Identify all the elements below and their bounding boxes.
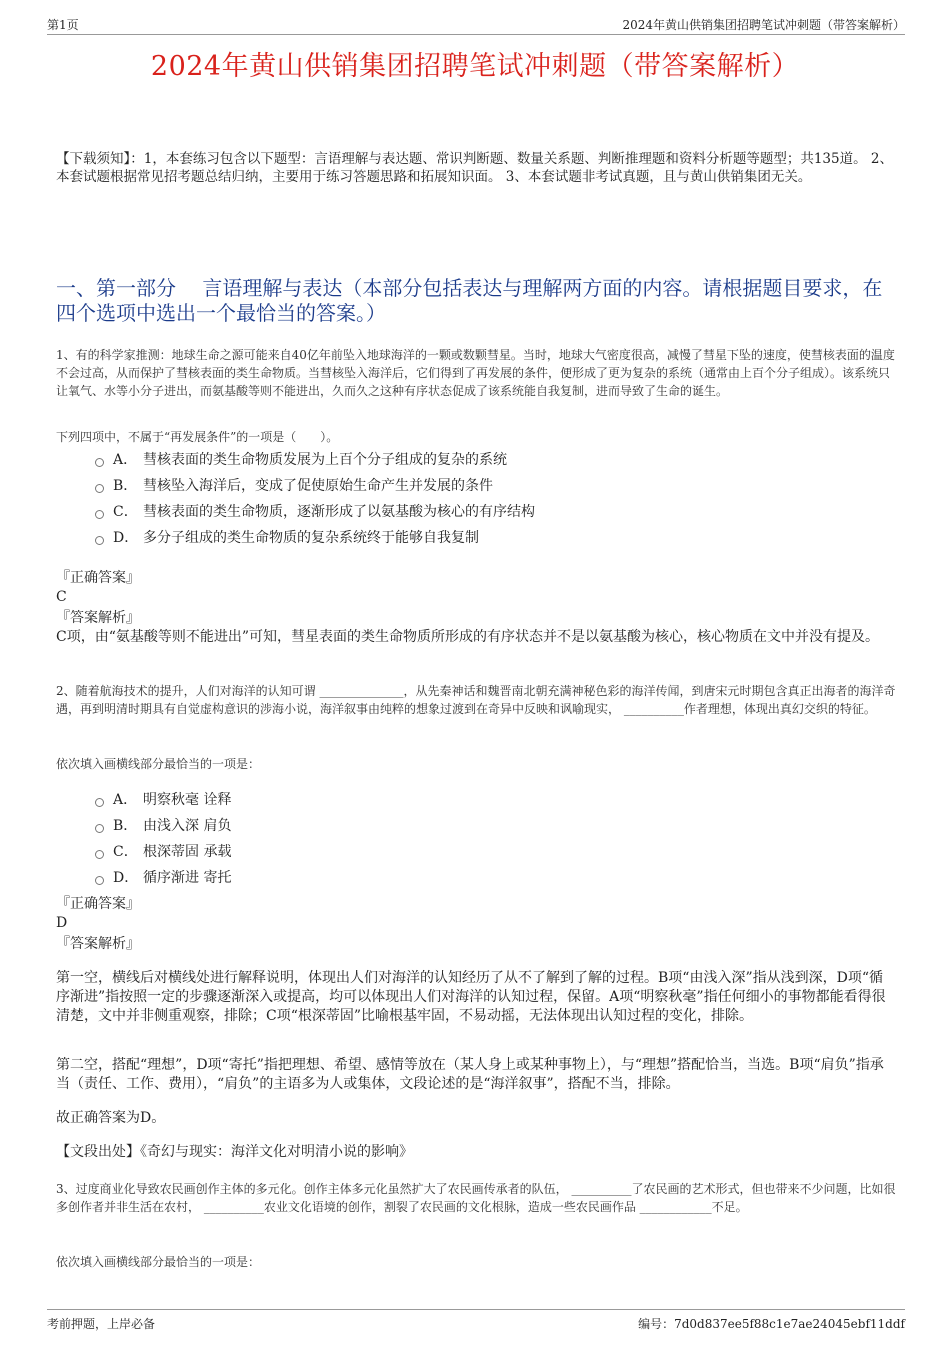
option-a[interactable]: A． 彗核表面的类生命物质发展为上百个分子组成的复杂的系统 [95,446,895,472]
question-2-analysis-conclusion: 故正确答案为D。 [56,1110,166,1126]
radio-button[interactable] [95,876,104,885]
radio-button[interactable] [95,484,104,493]
page-header [47,14,905,35]
section-heading: 一、第一部分 言语理解与表达（本部分包括表达与理解两方面的内容。请根据题目要求，在四个选项中选出一个最恰当的答案。） [56,276,883,325]
question-1-answer: C [56,589,67,605]
document-title: 2024年黄山供销集团招聘笔试冲刺题（带答案解析） [150,51,800,82]
question-3-prompt: 依次填入画横线部分最恰当的一项是： [56,1255,261,1269]
option-a[interactable]: A． 明察秋毫 诠释 [95,786,895,812]
option-d[interactable]: D． 循序渐进 寄托 [95,864,895,890]
radio-button[interactable] [95,458,104,467]
radio-button[interactable] [95,536,104,545]
option-b[interactable]: B． 由浅入深 肩负 [95,812,895,838]
option-text: 多分子组成的类生命物质的复杂系统终于能够自我复制 [143,530,479,546]
question-2-analysis-para-1: 第一空，横线后对横线处进行解释说明，体现出人们对海洋的认知经历了从不了解到了解的过程。B项“由浅入深”指从浅到深，D项“循序渐进”指按照一定的步骤逐渐深入或提高，均可以体现出人们对海洋的认知过程，保留。A项“明察秋毫”指任何细小的事物都能看得很清楚，文中并非侧重观察，排除；C项“根深蒂固”比喻根基牢固，不易动摇，无法体现出认知过程的变化，排除。 [56,970,886,1024]
question-1-analysis-label: 『答案解析』 [56,610,140,626]
option-c[interactable]: C． 彗核表面的类生命物质，逐渐形成了以氨基酸为核心的有序结构 [95,498,895,524]
question-2-stem: 2、随着航海技术的提升，人们对海洋的认知可谓 ______________，从先秦神话和魏晋南北朝充满神秘色彩的海洋传闻，到唐宋元时期包含真正出海者的海洋奇遇，再到明清时期具有自觉虚构意识的涉海小说，海洋叙事由纯粹的想象过渡到在奇异中反映和讽喻现实， __________作者理想，体现出真幻交织的特征。 [56,684,896,716]
question-1-options [95,446,895,550]
question-1-answer-label: 『正确答案』 [56,570,140,586]
option-text: 循序渐进 寄托 [143,870,232,886]
option-b[interactable]: B． 彗核坠入海洋后，变成了促使原始生命产生并发展的条件 [95,472,895,498]
option-text: 由浅入深 肩负 [143,818,232,834]
header-doc-title: 2024年黄山供销集团招聘笔试冲刺题（带答案解析） [622,18,905,32]
question-2-analysis-para-2: 第二空，搭配“理想”，D项“寄托”指把理想、希望、感情等放在（某人身上或某种事物上），与“理想”搭配恰当，当选。B项“肩负”指承当（责任、工作、费用），“肩负”的主语多为人或集体，文段论述的是“海洋叙事”，搭配不当，排除。 [56,1057,884,1092]
page-number: 第1页 [47,18,79,32]
download-notice: 【下载须知】：1，本套练习包含以下题型：言语理解与表达题、常识判断题、数量关系题、判断推理题和资料分析题等题型；共135道。 2、本套试题根据常见招考题总结归纳，主要用于练习答题思路和拓展知识面。 3、本套试题非考试真题，且与黄山供销集团无关。 [56,151,893,185]
option-text: 明察秋毫 诠释 [143,792,232,808]
option-d[interactable]: D． 多分子组成的类生命物质的复杂系统终于能够自我复制 [95,524,895,550]
question-1-stem: 1、有的科学家推测：地球生命之源可能来自40亿年前坠入地球海洋的一颗或数颗彗星。当时，地球大气密度很高，减慢了彗星下坠的速度，使彗核表面的温度不会过高，从而保护了彗核表面的类生命物质。当彗核坠入海洋后，它们得到了再发展的条件，便形成了更为复杂的系统（通常由上百个分子组成）。该系统只让氧气、水等小分子进出，而氨基酸等则不能进出，久而久之这种有序状态促成了该系统能自我复制，进而导致了生命的诞生。 [56,348,895,398]
footer-slogan: 考前押题，上岸必备 [47,1317,156,1331]
radio-button[interactable] [95,850,104,859]
option-c[interactable]: C． 根深蒂固 承载 [95,838,895,864]
radio-button[interactable] [95,510,104,519]
radio-button[interactable] [95,824,104,833]
question-3-stem: 3、过度商业化导致农民画创作主体的多元化。创作主体多元化虽然扩大了农民画传承者的队伍， __________了农民画的艺术形式，但也带来不少问题，比如很多创作者并非生活在农村， __________农业文化语境的创作，割裂了农民画的文化根脉，造成一些农民画作品 ____________不足。 [56,1182,896,1214]
question-2-prompt: 依次填入画横线部分最恰当的一项是： [56,757,261,771]
question-2-options [95,786,895,890]
option-text: 彗核坠入海洋后，变成了促使原始生命产生并发展的条件 [143,478,493,494]
page-footer [47,1309,905,1335]
option-text: 彗核表面的类生命物质，逐渐形成了以氨基酸为核心的有序结构 [143,504,535,520]
question-2-answer-label: 『正确答案』 [56,896,140,912]
question-1-prompt: 下列四项中，不属于“再发展条件”的一项是（ ）。 [56,430,339,444]
radio-button[interactable] [95,798,104,807]
option-text: 彗核表面的类生命物质发展为上百个分子组成的复杂的系统 [143,452,507,468]
question-2-answer: D [56,915,68,931]
option-text: 根深蒂固 承载 [143,844,232,860]
question-1-analysis: C项，由“氨基酸等则不能进出”可知，彗星表面的类生命物质所形成的有序状态并不是以氨基酸为核心，核心物质在文中并没有提及。 [56,629,880,645]
question-2-source: 【文段出处】《奇幻与现实：海洋文化对明清小说的影响》 [56,1144,413,1160]
footer-serial: 编号：7d0d837ee5f88c1e7ae24045ebf11ddf [638,1317,905,1331]
question-2-analysis-label: 『答案解析』 [56,936,140,952]
